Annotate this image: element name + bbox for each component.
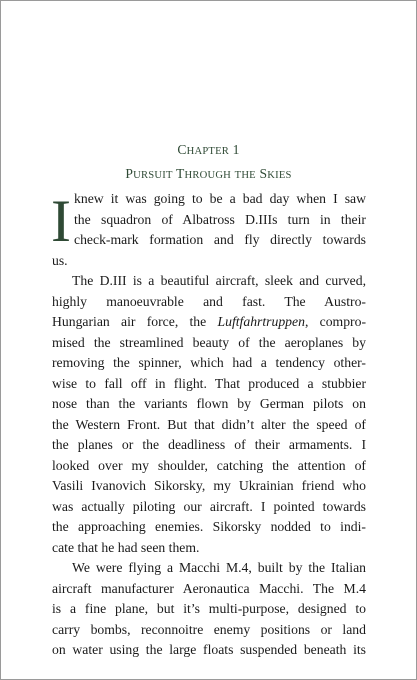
text-line: check-mark formation and fly directly towards	[74, 232, 366, 247]
text-line: We were flying a Macchi M.4, built by the Italian	[72, 560, 366, 575]
text-line: knew it was going to be a bad day when I saw	[74, 191, 366, 206]
text-line: cate that he had seen them.	[52, 539, 200, 555]
text-line: wise to fall off in flight. That produced a stubbier	[52, 375, 366, 391]
body-text	[52, 189, 366, 661]
text-line: The D.III is a beautiful aircraft, sleek and curved,	[72, 273, 366, 288]
text-line: the squadron of Albatross D.IIIs turn in their	[74, 211, 366, 227]
text-line: highly manoeuvrable and fast. The Austro-	[52, 293, 366, 309]
text-line: Vasili Ivanovich Sikorsky, my Ukrainian friend who	[52, 478, 366, 493]
paragraph-3	[52, 558, 366, 661]
text-span: Hungarian air force, the	[52, 314, 218, 329]
text-line: on water using the large floats suspended beneath its	[52, 642, 366, 657]
text-line: is a fine plane, but it’s multi-purpose, designed to	[52, 601, 366, 616]
title-word-rest: HROUGH	[184, 170, 232, 181]
title-word-initial: P	[125, 166, 134, 181]
title-word-rest: URSUIT	[133, 170, 173, 181]
chapter-label-rest: HAPTER	[186, 146, 230, 157]
text-line: removing the spinner, which had a tendency other-	[52, 355, 366, 370]
text-line: carry bombs, reconnoitre enemy positions or land	[52, 621, 366, 637]
title-word-initial: S	[259, 166, 268, 181]
italic-term: Luftfahrtruppen	[217, 314, 305, 329]
text-line: the approaching enemies. Sikorsky nodded to indi-	[52, 519, 366, 534]
chapter-title	[1, 166, 416, 182]
text-line: nose than the variants flown by German pilots on	[52, 396, 366, 411]
text-line: the planes or the deadliness of their armaments. I	[52, 437, 366, 452]
title-word-initial: T	[176, 166, 185, 181]
chapter-label-initial: C	[177, 142, 187, 157]
text-line	[52, 312, 366, 333]
paragraph-1	[52, 189, 366, 271]
drop-cap: I	[51, 188, 71, 254]
text-line: was actually piloting our aircraft. I pointed towards	[52, 498, 366, 514]
text-line: mised the streamlined beauty of the aeroplanes by	[52, 334, 366, 350]
title-word-rest: THE	[234, 170, 256, 181]
chapter-number	[1, 142, 416, 158]
title-word-rest: KIES	[267, 170, 292, 181]
text-line: looked over my shoulder, catching the attention of	[52, 457, 366, 473]
chapter-number-value: 1	[232, 142, 240, 157]
text-line: the Western Front. But that didn’t alter the speed of	[52, 416, 366, 432]
text-line: aircraft manufacturer Aeronautica Macchi. The M.4	[52, 580, 366, 596]
text-line: us.	[52, 252, 68, 268]
paragraph-2	[52, 271, 366, 558]
text-span: , compro-	[304, 314, 366, 329]
